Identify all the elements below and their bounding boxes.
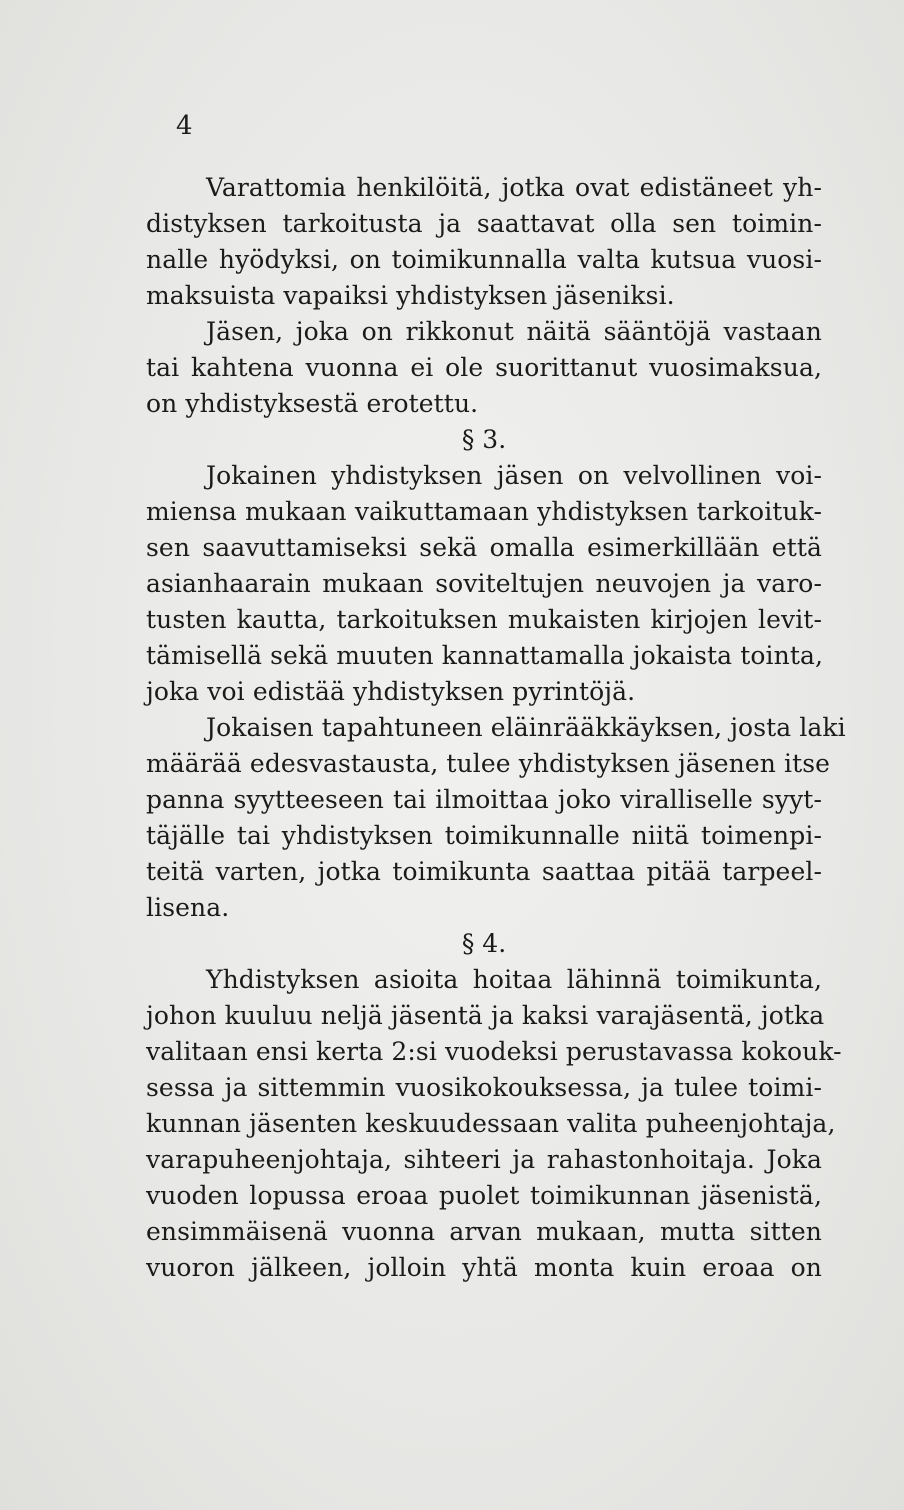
text-line: Jokainen yhdistyksen jäsen on velvollinen voi- [206,461,822,490]
text-line: tämisellä sekä muuten kannattamalla jokaista tointa, [146,641,824,670]
section-heading: § 3. [461,425,507,454]
text-line: lisena. [146,893,230,922]
text-line: miensa mukaan vaikuttamaan yhdistyksen tarkoituk- [146,497,822,526]
text-line: ensimmäisenä vuonna arvan mukaan, mutta sitten [146,1217,822,1246]
text-line: asianhaarain mukaan soviteltujen neuvojen ja varo- [146,569,822,598]
text-line: tai kahtena vuonna ei ole suorittanut vuosimaksua, [146,353,822,382]
text-line: varapuheenjohtaja, sihteeri ja rahastonhoitaja. Joka [146,1145,822,1174]
text-line: valitaan ensi kerta 2:si vuodeksi perustavassa kokouk- [146,1037,842,1066]
text-line: kunnan jäsenten keskuudessaan valita puheenjohtaja, [146,1109,836,1138]
text-line: joka voi edistää yhdistyksen pyrintöjä. [146,677,636,706]
text-line: tusten kautta, tarkoituksen mukaisten kirjojen levit- [146,605,822,634]
text-line: sen saavuttamiseksi sekä omalla esimerkillään että [146,533,822,562]
text-line: maksuista vapaiksi yhdistyksen jäseniksi. [146,281,675,310]
text-line: Jäsen, joka on rikkonut näitä sääntöjä vastaan [206,317,822,346]
text-line: panna syytteeseen tai ilmoittaa joko viralliselle syyt- [146,785,822,814]
text-line: määrää edesvastausta, tulee yhdistyksen jäsenen itse [146,749,831,778]
section-heading: § 4. [461,929,507,958]
text-line: teitä varten, jotka toimikunta saattaa pitää tarpeel- [146,857,822,886]
text-line: Yhdistyksen asioita hoitaa lähinnä toimikunta, [206,965,822,994]
text-line: Jokaisen tapahtuneen eläinrääkkäyksen, josta laki [206,713,846,742]
page-number: 4 [176,111,193,141]
text-line: vuoden lopussa eroaa puolet toimikunnan jäsenistä, [146,1181,822,1210]
text-line: nalle hyödyksi, on toimikunnalla valta kutsua vuosi- [146,245,822,274]
text-line: vuoron jälkeen, jolloin yhtä monta kuin eroaa on [146,1253,822,1282]
text-line: Varattomia henkilöitä, jotka ovat edistäneet yh- [206,173,822,202]
text-line: distyksen tarkoitusta ja saattavat olla sen toimin- [146,209,822,238]
text-line: sessa ja sittemmin vuosikokouksessa, ja tulee toimi- [146,1073,822,1102]
text-line: täjälle tai yhdistyksen toimikunnalle niitä toimenpi- [146,821,822,850]
body-text [146,170,846,1286]
text-line: johon kuuluu neljä jäsentä ja kaksi varajäsentä, jotka [146,1001,825,1030]
text-line: on yhdistyksestä erotettu. [146,389,479,418]
